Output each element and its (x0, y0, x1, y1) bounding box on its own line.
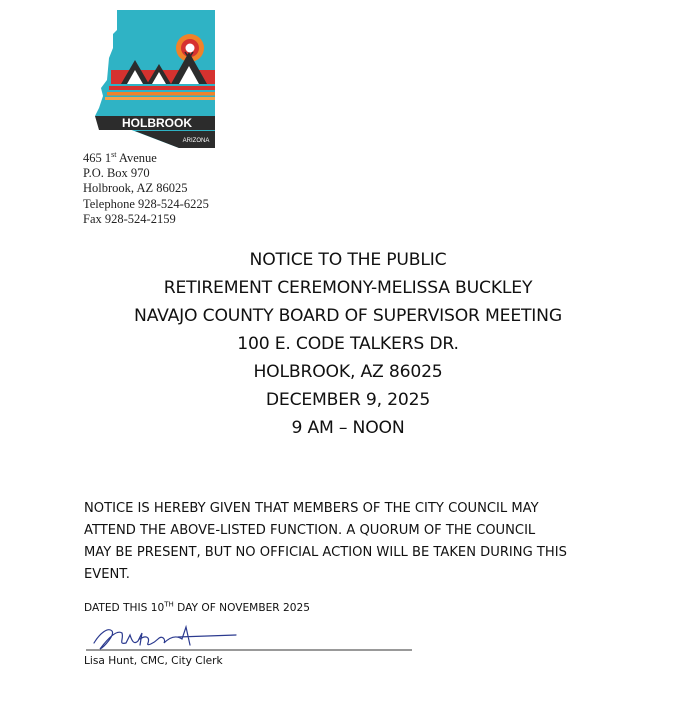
address-po-box: P.O. Box 970 (83, 166, 150, 181)
body-line: MAY BE PRESENT, BUT NO OFFICIAL ACTION WILL BE TAKEN DURING THIS (84, 545, 567, 560)
signature (86, 617, 416, 657)
signer-name: Lisa Hunt, CMC, City Clerk (84, 655, 223, 667)
body-line: ATTEND THE ABOVE-LISTED FUNCTION. A QUORUM OF THE COUNCIL (84, 523, 536, 538)
notice-city: HOLBROOK, AZ 86025 (253, 362, 443, 382)
logo-name: HOLBROOK (122, 116, 192, 130)
body-line: NOTICE IS HEREBY GIVEN THAT MEMBERS OF THE CITY COUNCIL MAY (84, 501, 539, 516)
notice-event: RETIREMENT CEREMONY-MELISSA BUCKLEY (163, 278, 533, 298)
handwritten-signature (94, 627, 236, 649)
notice-address: 100 E. CODE TALKERS DR. (237, 334, 459, 354)
notice-date: DECEMBER 9, 2025 (265, 390, 431, 410)
notice-title: NOTICE TO THE PUBLIC (249, 250, 447, 270)
holbrook-logo (95, 8, 217, 150)
notice-meeting: NAVAJO COUNTY BOARD OF SUPERVISOR MEETING (134, 306, 562, 326)
notice-body (84, 498, 654, 586)
dated-line: DATED THIS 10TH DAY OF NOVEMBER 2025 (84, 600, 310, 614)
address-street: 465 1st Avenue (83, 149, 157, 165)
address-block (83, 151, 209, 227)
notice-time: 9 AM – NOON (291, 418, 405, 438)
address-fax: Fax 928-524-2159 (83, 211, 176, 226)
address-telephone: Telephone 928-524-6225 (83, 196, 209, 211)
address-city: Holbrook, AZ 86025 (83, 181, 188, 196)
notice-heading (0, 246, 696, 442)
logo-state: ARIZONA (182, 138, 210, 144)
body-line: EVENT. (84, 567, 130, 582)
